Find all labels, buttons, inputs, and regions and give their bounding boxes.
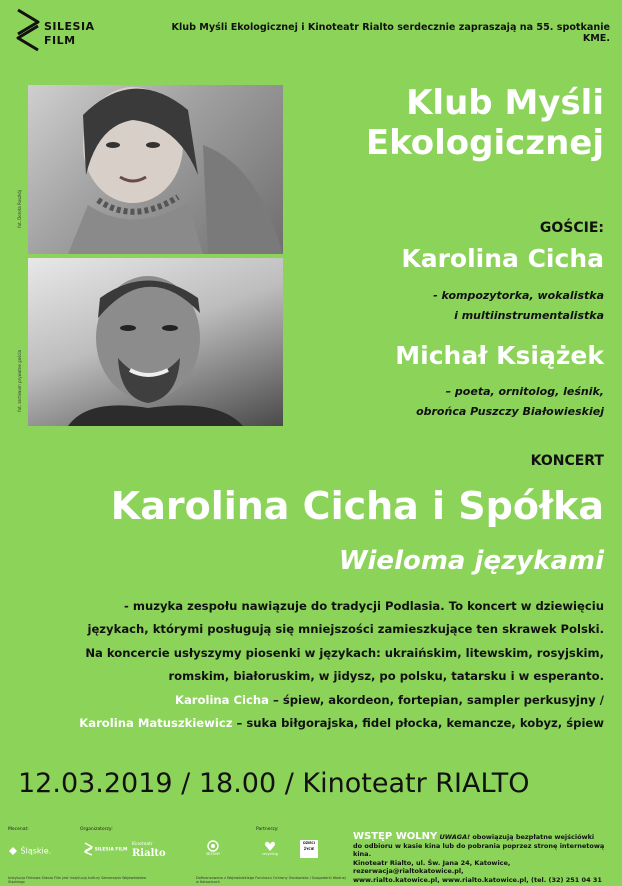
entry-warning: UWAGA! <box>439 833 471 841</box>
fine-print-1: Instytucja Filmowa Silesia Film jest instytucją kultury Samorządu Województwa Śląskiego <box>8 876 147 884</box>
photo-credit-2: fot. archiwum prywatne gościa <box>17 350 22 412</box>
performer-name-1: Karolina Cicha <box>174 692 269 707</box>
guest-desc-1 <box>433 286 604 326</box>
logo-line-2: FILM <box>44 34 76 47</box>
fine-print-2: Dofinansowano z Wojewódzkiego Funduszu Ochrony Środowiska i Gospodarki Wodnej w Katowicach <box>196 876 346 884</box>
invitation-text: Klub Myśli Ekologicznej i Kinoteatr Rialto serdecznie zapraszają na 55. spotkanie KME. <box>171 22 610 44</box>
entry-line-2: do odbioru w kasie kina lub do pobrania poprzez stronę internetową kina. <box>353 841 605 858</box>
photo-credit-1: fot. Dorota Roszkój <box>17 190 22 228</box>
recycle-logo <box>258 840 282 856</box>
heart-leaf-icon <box>264 840 276 852</box>
event-venue: Kinoteatr RIALTO <box>302 768 530 799</box>
entry-info <box>353 833 613 884</box>
slaskie-icon <box>8 846 18 856</box>
performer-role-1: – śpiew, akordeon, fortepian, sampler perkusyjny / <box>268 692 604 707</box>
performer-line-2 <box>24 712 604 735</box>
main-title-line-1: Klub Myśli <box>406 83 604 123</box>
guest-desc-1-line-2: i multiinstrumentalistka <box>454 309 604 322</box>
slaskie-logo-text: Śląskie. <box>20 846 52 856</box>
desc-line-4: romskim, białoruskim, w jidysz, po polsku, tatarsku i w esperanto. <box>168 669 604 684</box>
rialto-logo <box>132 840 166 858</box>
concert-description <box>24 595 604 735</box>
event-time: 18.00 <box>198 768 277 799</box>
desc-line-1: - muzyka zespołu nawiązuje do tradycji Podlasia. To koncert w dziewięciu <box>124 599 604 613</box>
guest-desc-2-line-2: obrońca Puszczy Białowieskiej <box>416 405 604 418</box>
event-date: 12.03.2019 <box>18 768 173 799</box>
main-title-line-2: Ekologicznej <box>365 123 604 163</box>
dzieci-zycie-logo-text: DZIECI ŻYCIE <box>303 841 315 851</box>
free-entry-heading: WSTĘP WOLNY <box>353 831 438 842</box>
silesia-film-logo-icon <box>14 8 42 52</box>
dzieci-zycie-logo <box>300 840 318 858</box>
performer-line-1 <box>24 689 604 712</box>
silesia-film-footer-logo-text: SILESIA FILM <box>94 847 128 853</box>
slaskie-logo <box>8 846 51 856</box>
event-date-bar <box>18 764 606 804</box>
desc-line-3: Na koncercie usłyszymy piosenki w językach: ukraińskim, litewskim, rosyjskim, <box>85 645 604 660</box>
concert-label: KONCERT <box>530 453 604 469</box>
concert-subtitle: Wieloma językami <box>338 546 604 576</box>
entry-line-1: obowiązują bezpłatne wejściówki <box>470 833 595 841</box>
recycle-logo-text: recycling <box>262 852 278 856</box>
entry-line-4: www.rialto.katowice.pl, www.rialto.katowice.pl, (tel. (32) 251 04 31 <box>353 875 602 884</box>
patron-label: Mecenat: <box>8 827 29 832</box>
desc-line-2: językach, którymi posługują się mniejszości zamieszkujące ten skrawek Polski. <box>87 622 604 637</box>
guest-photo-karolina <box>28 85 283 254</box>
guest-desc-2 <box>416 382 604 422</box>
silesia-film-logo <box>14 8 124 58</box>
seasons-logo <box>196 840 230 856</box>
portrait-man-image <box>28 258 283 426</box>
guest-desc-1-line-1: - kompozytorka, wokalistka <box>433 289 604 302</box>
rialto-logo-small: Kinoteatr <box>132 842 153 847</box>
separator-1: / <box>172 768 199 799</box>
concert-title: Karolina Cicha i Spółka <box>110 484 604 528</box>
performer-name-2: Karolina Matuszkiewicz <box>79 716 233 731</box>
guest-name-2: Michał Książek <box>395 341 604 370</box>
guest-name-1: Karolina Cicha <box>401 244 604 273</box>
logo-line-1: SILESIA <box>44 20 95 33</box>
guest-photo-michal <box>28 258 283 426</box>
guests-label: GOŚCIE: <box>539 220 604 236</box>
seasons-logo-text: SEZONY <box>205 852 221 856</box>
guest-desc-2-line-1: – poeta, ornitolog, leśnik, <box>445 385 604 398</box>
rialto-logo-text: Rialto <box>132 848 166 859</box>
organizers-label: Organizatorzy: <box>80 827 113 832</box>
silesia-film-footer-logo <box>84 842 128 856</box>
seasons-icon <box>207 840 219 852</box>
portrait-woman-image <box>28 85 283 254</box>
entry-line-3: Kinoteatr Rialto, ul. Św. Jana 24, Katowice, rezerwacja@rialtokatowice.pl, <box>353 858 511 875</box>
silesia-film-small-icon <box>84 842 93 856</box>
separator-2: / <box>276 768 303 799</box>
partners-label: Partnerzy: <box>256 827 279 832</box>
performer-role-2: – suka biłgorajska, fidel płocka, kemancze, kobyz, śpiew <box>232 716 604 731</box>
